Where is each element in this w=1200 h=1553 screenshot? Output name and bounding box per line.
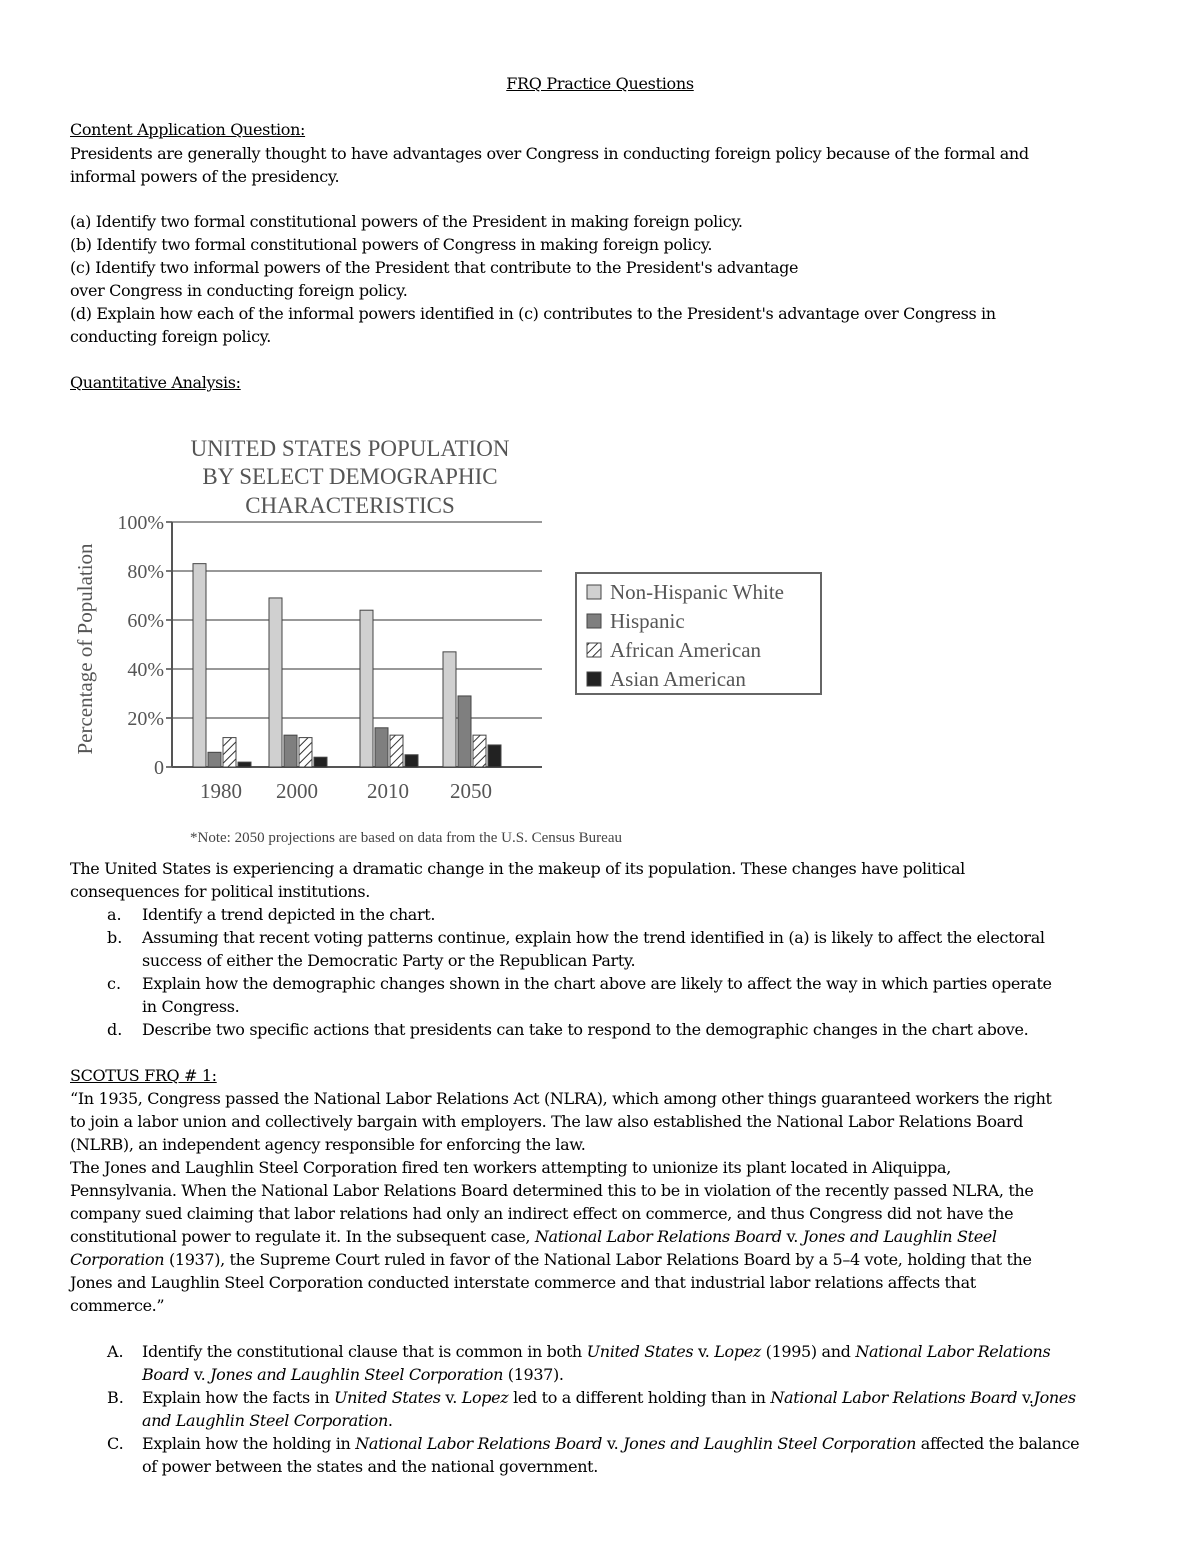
quant-intro-line: The United States is experiencing a dramatic change in the makeup of its population. These changes have political (70, 859, 965, 878)
bar-asian-american (314, 757, 327, 767)
page-title: FRQ Practice Questions (506, 74, 694, 93)
y-tick-label: 100% (117, 512, 164, 534)
chart-legend (576, 573, 821, 694)
case-name: Lopez (714, 1342, 761, 1361)
legend-swatch (587, 614, 601, 628)
bar-african-american (223, 738, 236, 767)
quant-item-c: Explain how the demographic changes shown in the chart above are likely to affect the way in which parties operate (142, 974, 1052, 993)
scotus-passage-line: Pennsylvania. When the National Labor Relations Board determined this to be in violation of the recently passed NLRA, the (70, 1181, 1034, 1200)
scotus-passage-line: The Jones and Laughlin Steel Corporation fired ten workers attempting to unionize its plant located in Aliquippa, (70, 1158, 951, 1177)
scotus-passage-line: “In 1935, Congress passed the National Labor Relations Act (NLRA), which among other things guaranteed workers the right (70, 1089, 1052, 1108)
quant-item-marker: d. (107, 1020, 123, 1039)
case-name: Jones and Laughlin Steel Corporation (210, 1365, 504, 1384)
quant-item-a: Identify a trend depicted in the chart. (142, 905, 436, 924)
q-text: led to a different holding than in (513, 1388, 766, 1407)
legend-label: Asian American (610, 667, 746, 691)
chart-y-axis-label: Percentage of Population (73, 543, 97, 755)
content-application-heading: Content Application Question: (70, 120, 306, 139)
y-tick-label: 80% (127, 561, 164, 583)
x-tick-label: 2050 (450, 779, 492, 803)
legend-label: Non-Hispanic White (610, 580, 784, 604)
scotus-question-a (142, 1340, 1050, 1363)
passage-text: (1937), the Supreme Court ruled in favor of the National Labor Relations Board by a 5–4 vote, holding that the (168, 1250, 1032, 1269)
bar-non-hispanic-white (193, 564, 206, 767)
case-name: National Labor Relations (855, 1342, 1051, 1361)
scotus-question-c (142, 1432, 1079, 1455)
content-application-part-d: (d) Explain how each of the informal powers identified in (c) contributes to the President's advantage over Congress in (70, 304, 996, 323)
quant-item-marker: c. (107, 974, 122, 993)
content-application-part-a: (a) Identify two formal constitutional powers of the President in making foreign policy. (70, 212, 743, 231)
q-text: (1995) and (765, 1342, 851, 1361)
content-application-part-b: (b) Identify two formal constitutional powers of Congress in making foreign policy. (70, 235, 713, 254)
scotus-passage-line: Jones and Laughlin Steel Corporation conducted interstate commerce and that industrial labor relations affects that (70, 1273, 976, 1292)
quantitative-analysis-heading: Quantitative Analysis: (70, 373, 241, 392)
case-name: United States (586, 1342, 694, 1361)
case-name: Jones and Laughlin Steel (802, 1227, 997, 1246)
bar-african-american (473, 735, 486, 767)
content-application-prompt-line: Presidents are generally thought to have advantages over Congress in conducting foreign policy because of the formal and (70, 144, 1029, 163)
quant-item-b: Assuming that recent voting patterns continue, explain how the trend identified in (a) is likely to affect the electoral (142, 928, 1045, 947)
bar-non-hispanic-white (360, 610, 373, 767)
q-text: Identify the constitutional clause that is common in both (142, 1342, 582, 1361)
quant-item-d: Describe two specific actions that presidents can take to respond to the demographic changes in the chart above. (142, 1020, 1029, 1039)
case-name: Jones (1033, 1388, 1076, 1407)
scotus-question-marker: B. (107, 1388, 124, 1407)
scotus-question-b-cont (142, 1409, 393, 1432)
legend-swatch (587, 585, 601, 599)
bar-hispanic (284, 735, 297, 767)
versus: v. (786, 1227, 798, 1246)
case-name: United States (334, 1388, 441, 1407)
versus: v. (1021, 1388, 1034, 1407)
scotus-passage-line: to join a labor union and collectively bargain with employers. The law also established the National Labor Relations Board (70, 1112, 1024, 1131)
quant-item-c-cont: in Congress. (142, 997, 240, 1016)
y-tick-label: 60% (127, 610, 164, 632)
q-text: affected the balance (920, 1434, 1080, 1453)
legend-label: Hispanic (610, 609, 685, 633)
case-name: Lopez (461, 1388, 509, 1407)
bar-hispanic (458, 696, 471, 767)
quant-item-marker: b. (107, 928, 123, 947)
versus: v. (697, 1342, 710, 1361)
versus: v. (193, 1365, 206, 1384)
case-name: Corporation (70, 1250, 165, 1269)
passage-text: constitutional power to regulate it. In the subsequent case, (70, 1227, 531, 1246)
case-name: Jones and Laughlin Steel Corporation (623, 1434, 917, 1453)
quant-item-marker: a. (107, 905, 122, 924)
y-tick-label: 40% (127, 659, 164, 681)
scotus-passage-line: company sued claiming that labor relations had only an indirect effect on commerce, and thus Congress did not have the (70, 1204, 1014, 1223)
content-application-prompt-line: informal powers of the presidency. (70, 167, 340, 186)
y-tick-label: 0 (154, 757, 164, 779)
chart-note: *Note: 2050 projections are based on data from the U.S. Census Bureau (190, 830, 622, 846)
q-text: (1937). (507, 1365, 564, 1384)
case-name: National Labor Relations Board (770, 1388, 1018, 1407)
x-tick-label: 1980 (200, 779, 242, 803)
bar-asian-american (488, 745, 501, 767)
scotus-question-marker: C. (107, 1434, 124, 1453)
demographics-bar-chart (60, 425, 840, 855)
bar-asian-american (405, 755, 418, 767)
x-tick-label: 2000 (276, 779, 318, 803)
scotus-question-marker: A. (107, 1342, 124, 1361)
legend-label: African American (610, 638, 762, 662)
chart-title-line: BY SELECT DEMOGRAPHIC (202, 464, 498, 489)
case-name: National Labor Relations Board (534, 1227, 782, 1246)
case-name: Board (142, 1365, 190, 1384)
bar-african-american (390, 735, 403, 767)
x-tick-label: 2010 (367, 779, 409, 803)
y-tick-label: 20% (127, 708, 164, 730)
scotus-question-b (142, 1386, 1076, 1409)
versus: v. (606, 1434, 619, 1453)
legend-swatch (587, 672, 601, 686)
scotus-passage-line: commerce.” (70, 1296, 165, 1315)
bar-hispanic (208, 752, 221, 767)
content-application-part-c: (c) Identify two informal powers of the President that contribute to the President's advantage (70, 258, 799, 277)
chart-title-line: UNITED STATES POPULATION (190, 436, 510, 461)
bar-non-hispanic-white (269, 598, 282, 767)
case-name: National Labor Relations Board (355, 1434, 603, 1453)
scotus-question-c-cont: of power between the states and the national government. (142, 1457, 598, 1476)
quant-item-b-cont: success of either the Democratic Party or the Republican Party. (142, 951, 636, 970)
q-text: Explain how the facts in (142, 1388, 330, 1407)
bar-asian-american (238, 762, 251, 767)
scotus-question-a-cont (142, 1363, 564, 1386)
case-name: and Laughlin Steel Corporation (142, 1411, 388, 1430)
content-application-part-d-cont: conducting foreign policy. (70, 327, 271, 346)
content-application-part-c-cont: over Congress in conducting foreign policy. (70, 281, 408, 300)
q-text: . (387, 1411, 393, 1430)
bar-non-hispanic-white (443, 652, 456, 767)
scotus-passage-line-case (70, 1225, 997, 1248)
chart-title (191, 436, 510, 518)
legend-swatch (587, 643, 601, 657)
bar-hispanic (375, 728, 388, 767)
scotus-passage-line (70, 1248, 1032, 1271)
scotus-heading: SCOTUS FRQ # 1: (70, 1066, 217, 1085)
chart-title-line: CHARACTERISTICS (245, 493, 455, 518)
bar-african-american (299, 738, 312, 767)
quant-intro-line: consequences for political institutions. (70, 882, 370, 901)
q-text: Explain how the holding in (142, 1434, 351, 1453)
scotus-passage-line: (NLRB), an independent agency responsible for enforcing the law. (70, 1135, 586, 1154)
versus: v. (445, 1388, 457, 1407)
